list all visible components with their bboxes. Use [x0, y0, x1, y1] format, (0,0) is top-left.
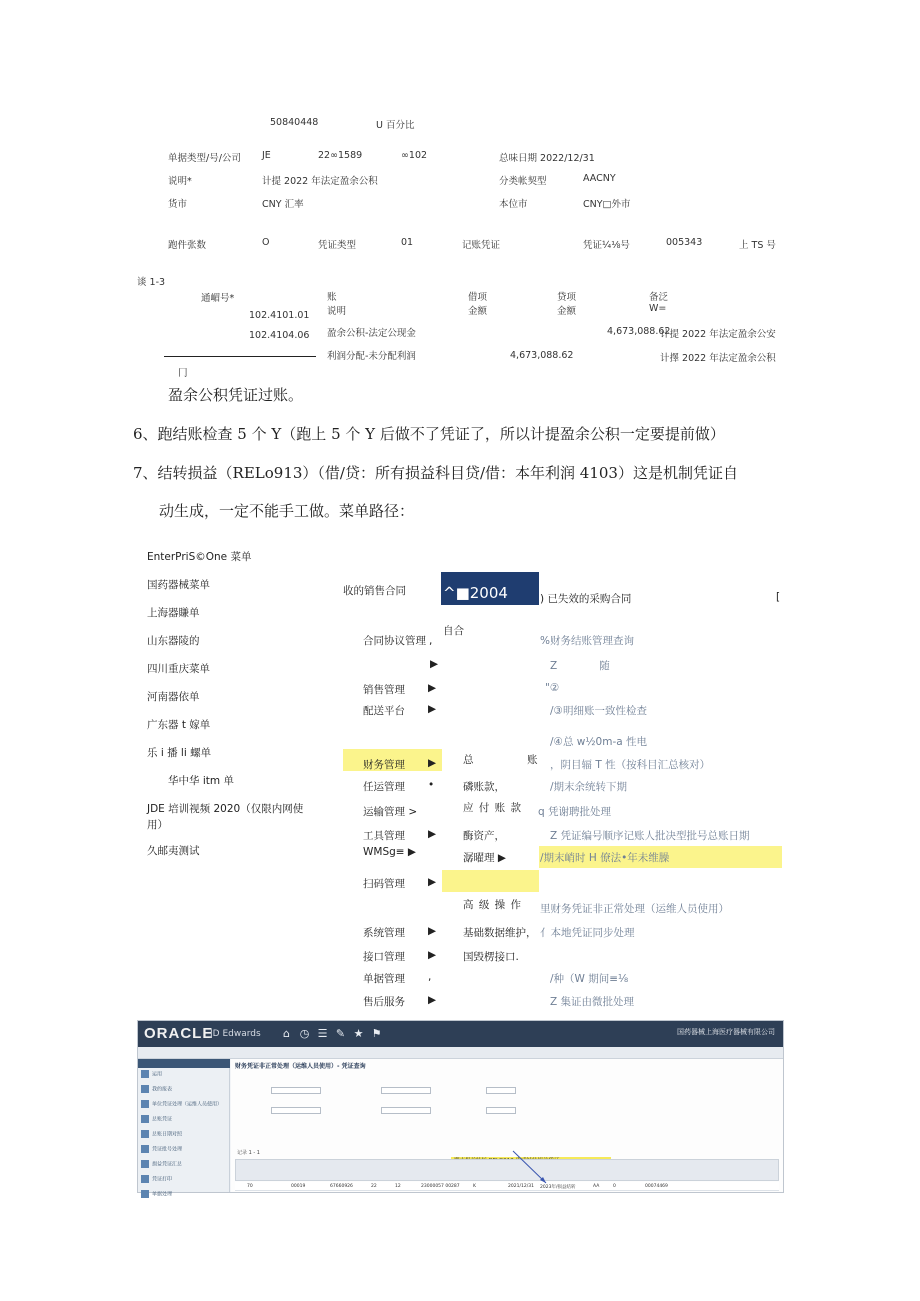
arrow-icon: ▶	[428, 828, 437, 840]
line-2-desc: 盈余公积-法定公现金	[327, 328, 416, 339]
menu-after-sales[interactable]: 售后服务	[363, 996, 405, 1008]
line-1-account: 102.4101.01	[249, 310, 310, 321]
flag-icon[interactable]: ⚑	[371, 1027, 382, 1040]
form-title: 财务凭证非正常处理（运维人员使用）- 凭证查询	[235, 1063, 366, 1070]
doc-icon	[141, 1085, 149, 1093]
arrow-icon: ▶	[428, 925, 437, 937]
menu-receivables[interactable]: 磷账款，	[463, 781, 505, 793]
sidebar-item[interactable]: 单位凭证处理（运维人员使用）	[141, 1100, 227, 1110]
sidebar-item[interactable]: 损益凭证汇总	[141, 1160, 227, 1170]
jde-main	[231, 1059, 783, 1192]
menu-detail-check[interactable]: /③明细账一致性检查	[550, 705, 647, 717]
menu-sichuan[interactable]: 四川重庆菜单	[147, 663, 210, 675]
grid-cell: 2021/12/31	[508, 1184, 534, 1189]
grid-cell: K	[473, 1184, 476, 1189]
attachment-label: 跑件张数	[168, 240, 207, 251]
company-value: ∞102	[401, 150, 428, 161]
menu-system-mgmt[interactable]: 系统管理	[363, 927, 405, 939]
ledger-label: 分类帐契型	[499, 176, 547, 187]
menu-interface-mgmt[interactable]: 接口管理	[363, 951, 405, 963]
voucher-type-value: 01	[401, 237, 414, 248]
menu-task-mgmt[interactable]: 任运管理	[363, 781, 405, 793]
list-icon[interactable]: ☰	[317, 1027, 328, 1040]
record-count: 记录 1 - 1	[237, 1150, 260, 1156]
grid-cell: 0	[613, 1184, 616, 1189]
home-icon[interactable]: ⌂	[283, 1027, 290, 1040]
sidebar-item[interactable]: 我的报表	[141, 1085, 227, 1095]
sidebar-item[interactable]: 运用	[141, 1070, 227, 1080]
menu-transport-mgmt[interactable]: 运输管理 >	[363, 806, 418, 818]
menu-batch-process[interactable]: q 凭谢聘批处理	[538, 806, 612, 818]
menu-voucher-batch[interactable]: Z 集证由微批处理	[550, 996, 635, 1008]
doc-icon	[141, 1160, 149, 1168]
menu-management[interactable]: 潺曜理 ▶	[463, 852, 506, 864]
gl-date: 总味日期 2022/12/31	[499, 153, 595, 164]
menu-payables[interactable]: 应 付 账 款	[463, 802, 523, 814]
table-tag: 谈 1-3	[137, 277, 166, 288]
arrow-icon: ▶	[430, 658, 439, 670]
menu-period-end[interactable]: /期末峭时 H 僚法•年未维臊	[540, 852, 670, 864]
currency-label: 货市	[168, 199, 188, 210]
menu-enterprise-one[interactable]: EnterPriS©One 菜单	[147, 551, 252, 563]
menu-expired-purchase[interactable]: ) 已失效的采购合同	[540, 593, 632, 605]
doc-number: 50840448	[270, 117, 319, 128]
arrow-icon: ▶	[428, 682, 437, 694]
menu-local-sync[interactable]: 亻本地凭证同步处理	[540, 927, 635, 939]
menu-abnormal-voucher[interactable]: 里财务凭证非正常处理（运维人员使用）	[540, 903, 729, 915]
grid-cell: 2023年/损益结转	[540, 1185, 576, 1190]
grid-cell: 12	[395, 1184, 401, 1189]
doc-number-value: 22∞1589	[318, 150, 363, 161]
menu-henan[interactable]: 河南器依单	[147, 691, 200, 703]
menu-guangdong[interactable]: 广东器 t 嫁单	[147, 719, 211, 731]
description-value: 计提 2022 年法定盈余公积	[262, 176, 378, 187]
sidebar-item[interactable]: 总账凭证	[141, 1115, 227, 1125]
col-debit: 借项	[468, 292, 488, 303]
menu-contract-mgmt[interactable]: 合同协议管理 ,	[363, 635, 433, 647]
menu-delivery[interactable]: 配送平台	[363, 705, 405, 717]
percent-label: U 百分比	[376, 120, 415, 131]
comma-mark: ,	[428, 971, 432, 983]
sidebar-item[interactable]: 凭证打印	[141, 1175, 227, 1185]
jde-logo: JD Edwards	[210, 1029, 261, 1039]
menu-advanced-ops[interactable]: 高 级 操 作	[463, 899, 523, 911]
menu-carry-forward[interactable]: /期末余统转下期	[550, 781, 628, 793]
grid-cell: 00074469	[645, 1184, 668, 1189]
sidebar-item[interactable]: 单据处理	[141, 1190, 227, 1200]
arrow-icon: ▶	[428, 757, 437, 769]
jde-breadcrumb	[138, 1047, 783, 1059]
paragraph-posting: 盈余公积凭证过账。	[168, 386, 304, 404]
menu-item-z[interactable]: Z 随	[550, 660, 610, 672]
col-account: 账	[327, 292, 337, 303]
home-icon	[141, 1070, 149, 1078]
bullet-icon: •	[428, 779, 435, 791]
menu-jde-training[interactable]: JDE 培训视频 2020（仅限内网使用）	[147, 803, 304, 831]
doc-icon	[141, 1115, 149, 1123]
edit-icon[interactable]: ✎	[335, 1027, 346, 1040]
doctype-value: JE	[262, 150, 271, 161]
menu-fixed-assets[interactable]: 酶资产，	[463, 830, 505, 842]
col-debit-amount: 金额	[468, 306, 488, 317]
description-label: 说明*	[168, 176, 192, 187]
currency-value: CNY 汇率	[262, 199, 304, 210]
doc-icon	[141, 1130, 149, 1138]
line-3-desc: 利润分配-未分配利润	[327, 351, 416, 362]
voucher-type-name: 记账凭证	[462, 240, 501, 251]
menu-le[interactable]: 乐 i 播 li 螺单	[147, 747, 212, 759]
grid-cell: 23000057 00287	[421, 1184, 460, 1189]
voucher-type-label: 凭证类型	[318, 240, 357, 251]
menu-period-item[interactable]: /种（W 期间≡⅛	[550, 973, 629, 985]
menu-huazhong[interactable]: 华中华 itm 单	[168, 775, 234, 787]
menu-item-2[interactable]: "②	[545, 682, 560, 694]
paragraph-step-7: 7、结转损益（RELo913）（借/贷：所有损益科目贷/借：本年利润 4103）这是机制凭证自	[133, 464, 738, 482]
menu-document-mgmt[interactable]: 单据管理	[363, 973, 405, 985]
grid-cell: 00019	[291, 1184, 306, 1189]
search-box-2004[interactable]: ^■2004	[441, 572, 539, 605]
menu-gl-zong[interactable]: 总	[463, 754, 474, 766]
signature-rule	[164, 356, 316, 357]
arrow-icon: ▶	[428, 949, 437, 961]
attachment-count: O	[262, 237, 270, 248]
menu-wms[interactable]: WMSg≡ ▶	[363, 846, 416, 858]
line-2-credit: 4,673,088.62	[607, 326, 671, 337]
grid-cell: 70	[247, 1184, 253, 1189]
menu-total-check[interactable]: /④总 w½0m-a 性电	[550, 736, 648, 748]
voucher-no-value: 005343	[666, 237, 703, 248]
arrow-icon: ▶	[428, 703, 437, 715]
sidebar-item[interactable]: 凭证批号处理	[141, 1145, 227, 1155]
sidebar-header	[138, 1059, 230, 1068]
doc-icon	[141, 1145, 149, 1153]
menu-close-query[interactable]: %财务结账管理查询	[540, 635, 634, 647]
arrow-icon: ▶	[428, 994, 437, 1006]
base-currency-label: 本位市	[499, 199, 528, 210]
line-3-debit: 4,673,088.62	[510, 350, 574, 361]
menu-test[interactable]: 久邮夷测试	[147, 845, 200, 857]
jde-screenshot	[137, 1020, 784, 1198]
base-currency-value: CNY□外市	[583, 199, 631, 210]
menu-guoyao[interactable]: 国药器械菜单	[147, 579, 210, 591]
doc-icon	[141, 1175, 149, 1183]
menu-master-data[interactable]: 基础数据维护，	[463, 927, 537, 939]
menu-subject-check[interactable]: ，阴目辐 T 性（按科目汇总核对）	[550, 759, 711, 771]
grid-cell: 22	[371, 1184, 377, 1189]
voucher-no-label: 凭证¼⅛号	[583, 240, 630, 251]
menu-tools-mgmt[interactable]: 工具管理	[363, 830, 405, 842]
prev-voucher-label: 上 TS 号	[739, 240, 776, 251]
footer-mark: 冂	[178, 368, 188, 379]
line-2-remark: 计提 2022 年法定盈余公安	[660, 329, 776, 340]
arrow-icon: ▶	[428, 876, 437, 888]
paragraph-step-7-cont: 动生成，一定不能手工做。菜单路径：	[159, 502, 415, 520]
sidebar-item[interactable]: 总账日期对照	[141, 1130, 227, 1140]
menu-sales-contract[interactable]: 收的销售合同	[343, 585, 406, 597]
company-name: 国药器械上海医疗器械有限公司	[677, 1028, 775, 1036]
doc-icon	[141, 1100, 149, 1108]
bracket-mark: [	[776, 591, 781, 603]
doctype-label: 单据类型/号/公司	[168, 153, 241, 164]
menu-voucher-order[interactable]: Z 凭证编号顺序记账人批决型批号总账日期	[550, 830, 750, 842]
menu-scan-mgmt[interactable]: 扫码管理	[363, 878, 405, 890]
zihe-label: 自合	[443, 625, 464, 637]
clock-icon[interactable]: ◷	[299, 1027, 310, 1040]
jde-sidebar	[138, 1059, 230, 1198]
ledger-value: AACNY	[583, 173, 616, 184]
col-description: 说明	[327, 306, 347, 317]
paragraph-step-6: 6、跑结账检查 5 个 Y（跑上 5 个 Y 后做不了凭证了，所以计提盈余公积一定要提前做）	[133, 425, 725, 443]
star-icon[interactable]: ★	[353, 1027, 364, 1040]
grid-cell: AA	[593, 1184, 600, 1189]
line-2-account: 102.4104.06	[249, 330, 310, 341]
menu-shanghai[interactable]: 上海器賺单	[147, 607, 200, 619]
col-account-no: 通嵋号*	[201, 293, 235, 304]
annotation-arrow	[231, 1059, 785, 1194]
oracle-logo: ORACLE	[144, 1025, 214, 1042]
jde-topbar	[138, 1021, 783, 1047]
menu-gl-zhang[interactable]: 账	[527, 754, 538, 766]
menu-interfaces[interactable]: 国毁楞接口.	[463, 951, 519, 963]
doc-icon	[141, 1190, 149, 1198]
menu-finance-mgmt[interactable]: 财务管理	[363, 759, 405, 771]
line-3-remark: 计擇 2022 年法定盈余公积	[660, 353, 776, 364]
menu-sales-mgmt[interactable]: 销售管理	[363, 684, 405, 696]
col-credit: 贷项	[557, 292, 577, 303]
col-remark: 备泛	[649, 292, 669, 303]
grid-cell: 67660926	[330, 1184, 353, 1189]
menu-shandong[interactable]: 山东器陵的	[147, 635, 200, 647]
advanced-highlight	[442, 870, 539, 892]
col-remark-2: W=	[649, 303, 667, 314]
col-credit-amount: 金额	[557, 306, 577, 317]
